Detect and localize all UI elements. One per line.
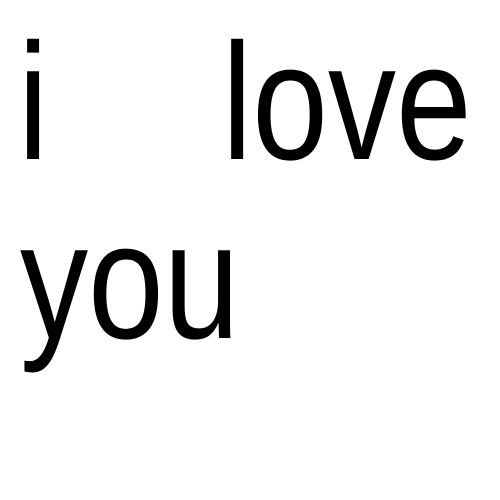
word-i: i — [18, 10, 49, 195]
word-you: you — [20, 189, 240, 374]
word-love: love — [222, 10, 472, 195]
